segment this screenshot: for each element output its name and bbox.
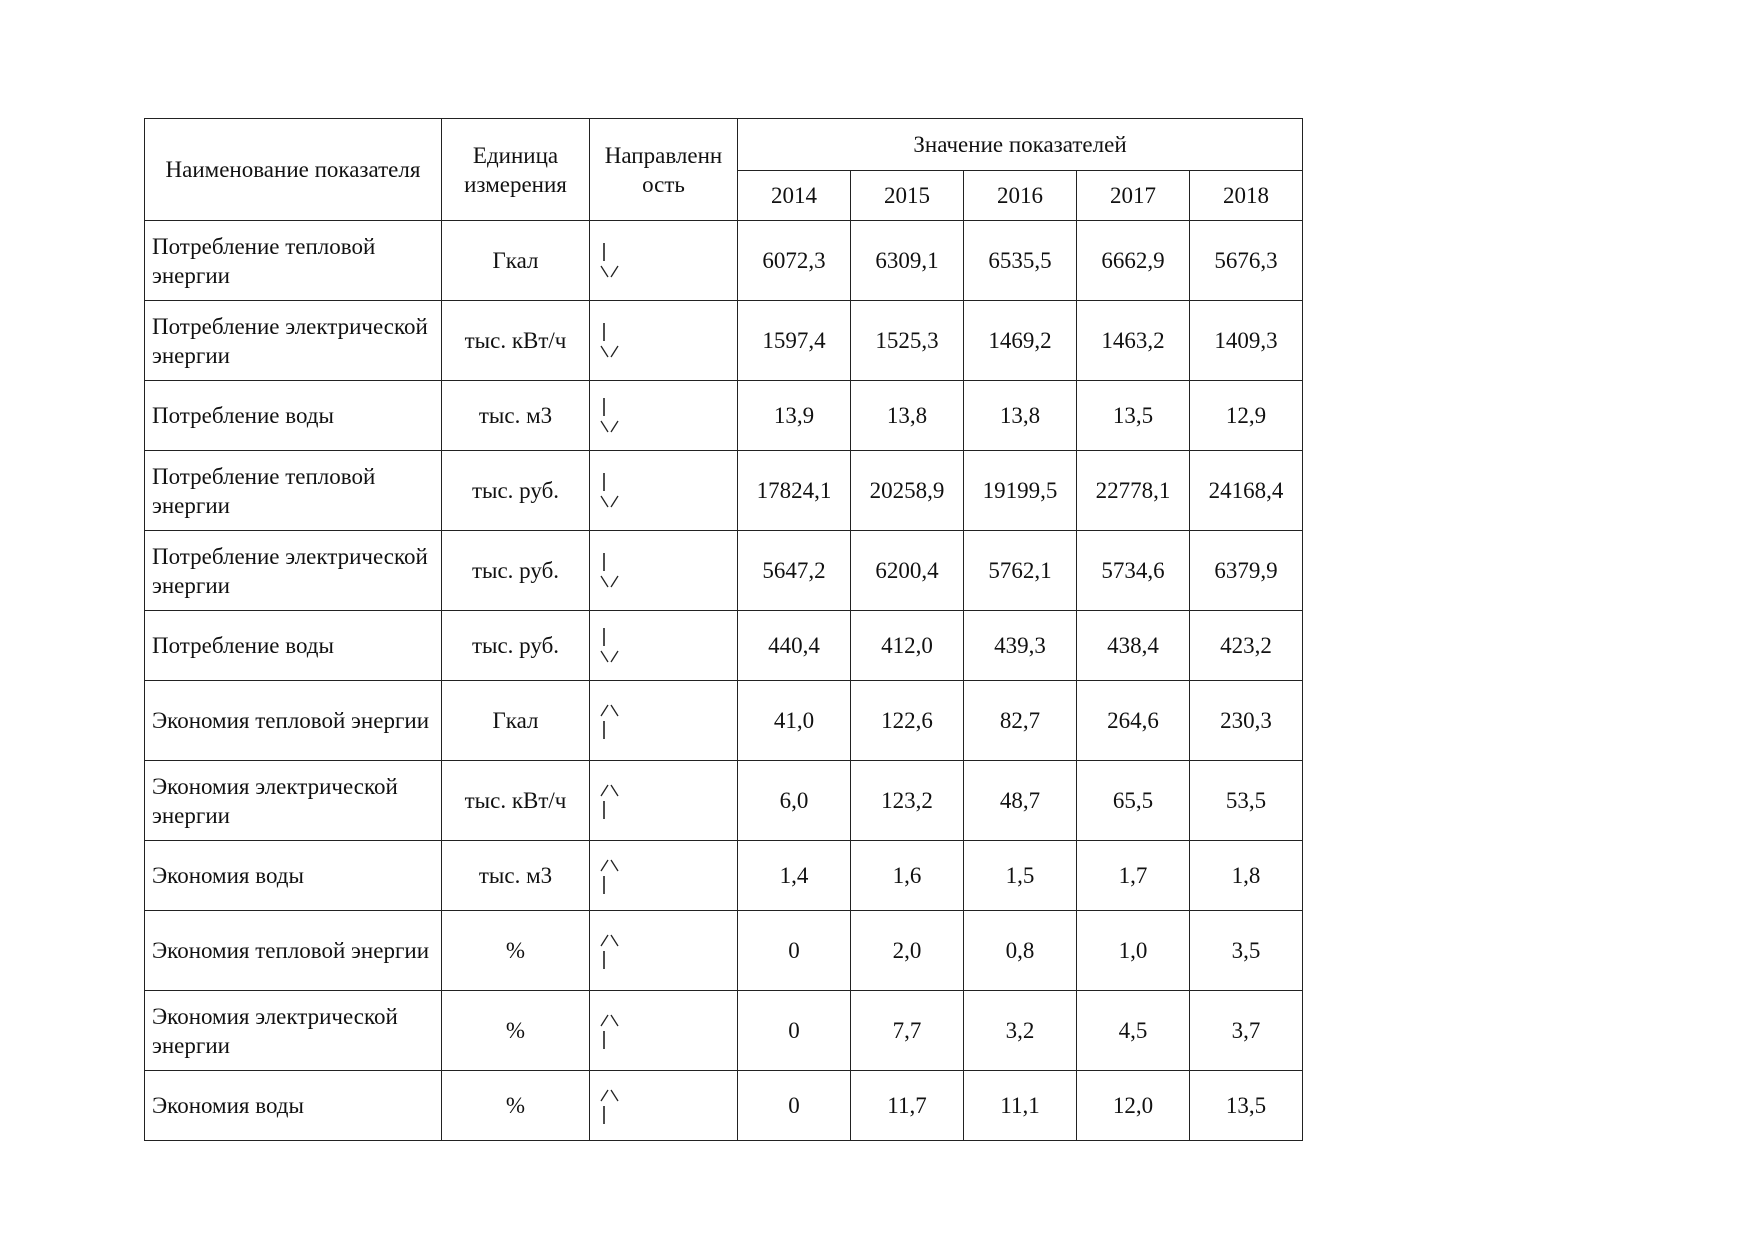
value-2014: 17824,1 [738,451,851,531]
value-2014: 13,9 [738,381,851,451]
indicator-name: Экономия тепловой энергии [145,911,442,991]
indicator-name: Экономия воды [145,841,442,911]
table-row [145,381,1303,451]
up-arrow-icon [598,931,628,971]
value-2014: 440,4 [738,611,851,681]
value-2015: 7,7 [851,991,964,1071]
indicator-name: Экономия воды [145,1071,442,1141]
indicator-direction [590,381,738,451]
value-2015: 412,0 [851,611,964,681]
indicator-direction [590,681,738,761]
value-2016: 82,7 [964,681,1077,761]
header-year-2015: 2015 [851,171,964,221]
down-arrow-icon [598,626,628,666]
value-2017: 65,5 [1077,761,1190,841]
indicators-table [144,118,1303,1141]
indicator-unit: % [442,991,590,1071]
value-2015: 6200,4 [851,531,964,611]
value-2016: 13,8 [964,381,1077,451]
up-arrow-icon [598,856,628,896]
up-arrow-icon [598,1086,628,1126]
value-2018: 53,5 [1190,761,1303,841]
value-2017: 22778,1 [1077,451,1190,531]
table-body [145,221,1303,1141]
header-direction-line-2: ость [642,171,685,197]
value-2017: 4,5 [1077,991,1190,1071]
down-arrow-icon [598,396,628,436]
header-row-top [145,119,1303,171]
header-year-2016: 2016 [964,171,1077,221]
value-2017: 264,6 [1077,681,1190,761]
value-2016: 3,2 [964,991,1077,1071]
value-2016: 5762,1 [964,531,1077,611]
indicator-unit: Гкал [442,221,590,301]
value-2018: 1409,3 [1190,301,1303,381]
header-year-2014: 2014 [738,171,851,221]
indicator-direction [590,451,738,531]
indicator-direction [590,611,738,681]
indicator-direction [590,301,738,381]
value-2014: 1597,4 [738,301,851,381]
value-2018: 423,2 [1190,611,1303,681]
indicator-direction [590,911,738,991]
table-row [145,911,1303,991]
value-2016: 48,7 [964,761,1077,841]
value-2016: 439,3 [964,611,1077,681]
down-arrow-icon [598,321,628,361]
table-row [145,611,1303,681]
table-row [145,221,1303,301]
value-2017: 13,5 [1077,381,1190,451]
value-2016: 0,8 [964,911,1077,991]
value-2018: 12,9 [1190,381,1303,451]
value-2018: 3,5 [1190,911,1303,991]
indicator-name: Потребление электрической энергии [145,301,442,381]
value-2016: 1469,2 [964,301,1077,381]
indicator-unit: тыс. руб. [442,451,590,531]
value-2014: 1,4 [738,841,851,911]
value-2014: 0 [738,991,851,1071]
value-2016: 1,5 [964,841,1077,911]
indicator-direction [590,1071,738,1141]
value-2014: 6072,3 [738,221,851,301]
value-2017: 438,4 [1077,611,1190,681]
indicator-direction [590,531,738,611]
value-2018: 24168,4 [1190,451,1303,531]
indicator-name: Экономия электрической энергии [145,761,442,841]
table-row [145,451,1303,531]
up-arrow-icon [598,1011,628,1051]
table-row [145,761,1303,841]
down-arrow-icon [598,241,628,281]
indicator-name: Потребление воды [145,611,442,681]
header-direction [590,119,738,221]
value-2018: 3,7 [1190,991,1303,1071]
value-2018: 1,8 [1190,841,1303,911]
value-2018: 13,5 [1190,1071,1303,1141]
indicator-name: Потребление тепловой энергии [145,451,442,531]
table-row [145,841,1303,911]
value-2017: 1,7 [1077,841,1190,911]
value-2014: 5647,2 [738,531,851,611]
indicator-name: Потребление тепловой энергии [145,221,442,301]
value-2015: 11,7 [851,1071,964,1141]
table-row [145,991,1303,1071]
indicator-unit: тыс. кВт/ч [442,761,590,841]
indicator-name: Экономия тепловой энергии [145,681,442,761]
indicator-unit: % [442,911,590,991]
indicator-direction [590,841,738,911]
value-2016: 6535,5 [964,221,1077,301]
header-year-2017: 2017 [1077,171,1190,221]
value-2015: 2,0 [851,911,964,991]
value-2015: 20258,9 [851,451,964,531]
down-arrow-icon [598,551,628,591]
value-2015: 1,6 [851,841,964,911]
value-2017: 1,0 [1077,911,1190,991]
value-2014: 41,0 [738,681,851,761]
table-row [145,531,1303,611]
header-direction-line-1: Направленн [604,142,723,168]
value-2015: 123,2 [851,761,964,841]
value-2015: 122,6 [851,681,964,761]
value-2017: 12,0 [1077,1071,1190,1141]
value-2018: 5676,3 [1190,221,1303,301]
indicator-direction [590,221,738,301]
indicator-unit: тыс. кВт/ч [442,301,590,381]
indicator-name: Потребление электрической энергии [145,531,442,611]
indicator-direction [590,991,738,1071]
header-indicator-name: Наименование показателя [145,119,442,221]
table-row [145,1071,1303,1141]
value-2015: 1525,3 [851,301,964,381]
indicator-unit: тыс. м3 [442,381,590,451]
indicator-unit: тыс. руб. [442,611,590,681]
value-2017: 1463,2 [1077,301,1190,381]
header-year-2018: 2018 [1190,171,1303,221]
up-arrow-icon [598,701,628,741]
table-row [145,301,1303,381]
indicator-direction [590,761,738,841]
value-2015: 6309,1 [851,221,964,301]
value-2014: 0 [738,1071,851,1141]
up-arrow-icon [598,781,628,821]
header-values-group: Значение показателей [738,119,1303,171]
indicator-name: Экономия электрической энергии [145,991,442,1071]
indicator-unit: % [442,1071,590,1141]
value-2016: 11,1 [964,1071,1077,1141]
value-2017: 6662,9 [1077,221,1190,301]
value-2016: 19199,5 [964,451,1077,531]
indicator-name: Потребление воды [145,381,442,451]
header-unit: Единица измерения [442,119,590,221]
indicator-unit: Гкал [442,681,590,761]
down-arrow-icon [598,471,628,511]
indicators-table-container [144,118,1303,1141]
value-2018: 6379,9 [1190,531,1303,611]
indicator-unit: тыс. руб. [442,531,590,611]
value-2015: 13,8 [851,381,964,451]
value-2014: 6,0 [738,761,851,841]
value-2017: 5734,6 [1077,531,1190,611]
value-2014: 0 [738,911,851,991]
indicator-unit: тыс. м3 [442,841,590,911]
table-row [145,681,1303,761]
value-2018: 230,3 [1190,681,1303,761]
